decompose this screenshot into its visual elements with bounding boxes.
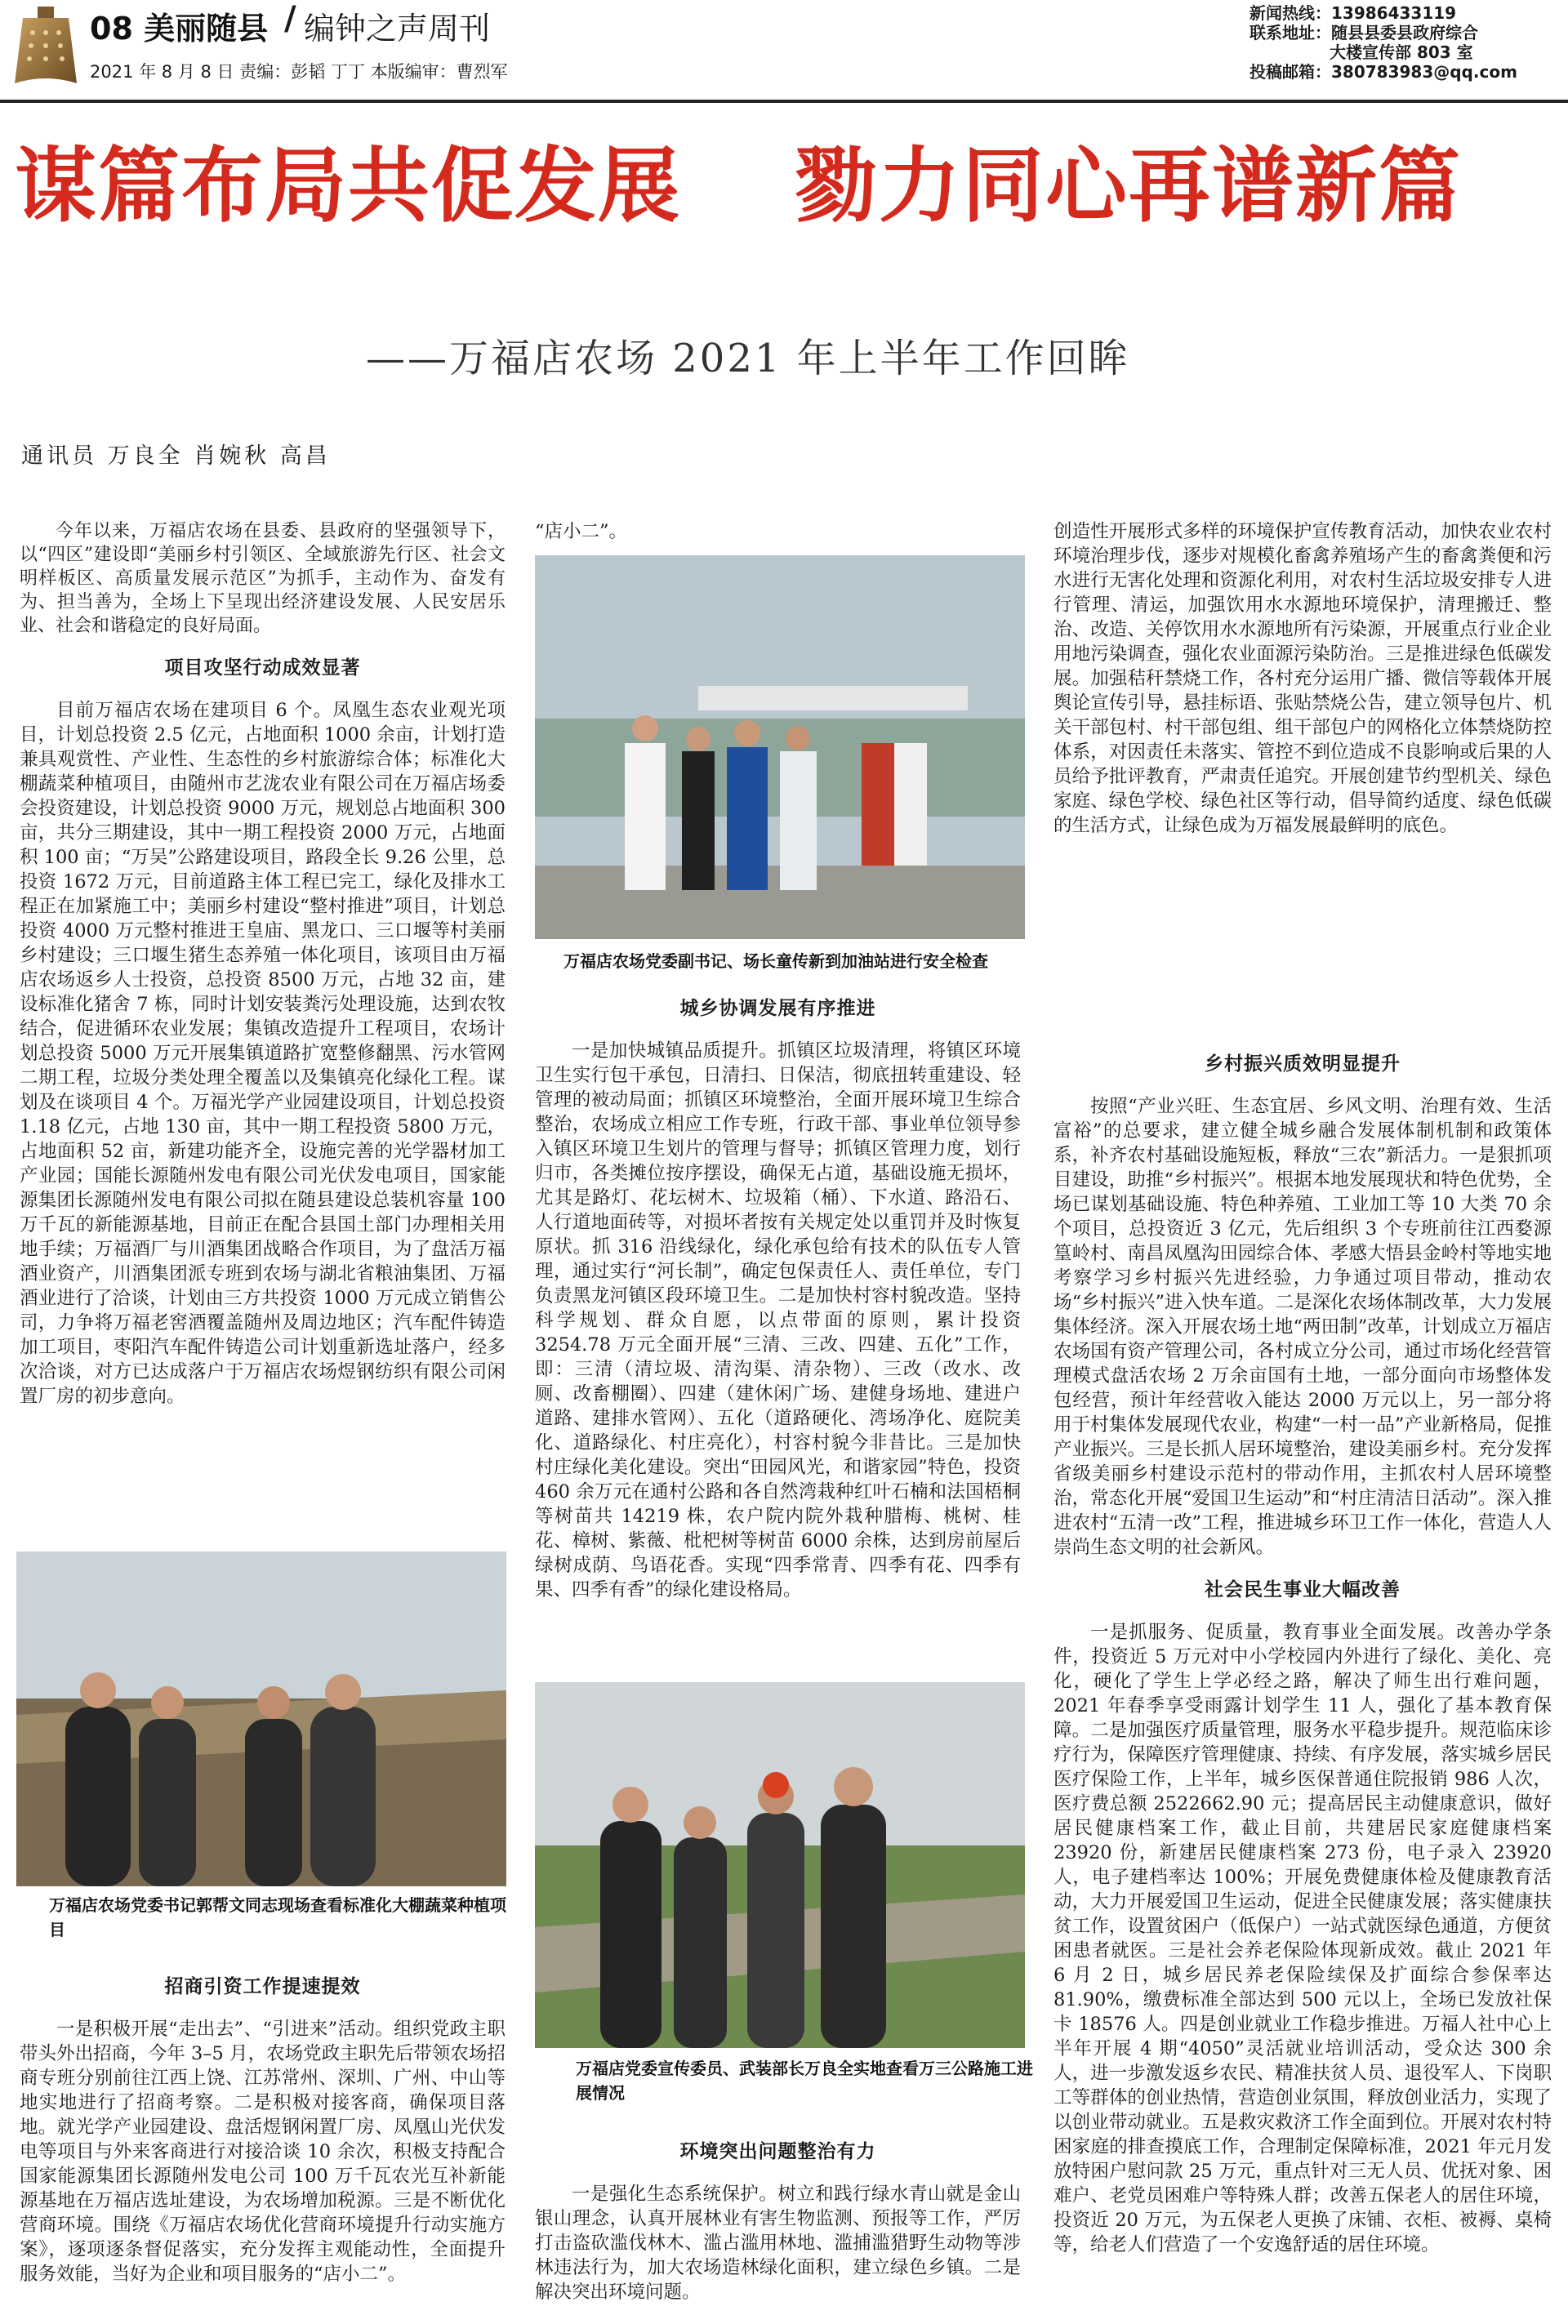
submission-email: 投稿邮箱：380783983@qq.com <box>1250 62 1517 82</box>
photo-caption-greenhouse: 万福店农场党委书记郭帮文同志现场查看标准化大棚蔬菜种植项目 <box>49 1895 506 1939</box>
road-site-photo-icon <box>535 1682 1025 2048</box>
contact-address-line2: 大楼宣传部 803 室 <box>1330 42 1473 62</box>
section-heading-projects: 项目攻坚行动成效显著 <box>164 657 361 679</box>
section-body-investment: 一是积极开展“走出去”、“引进来”活动。组织党政主职带头外出招商，今年 3–5 月，农场党政主职先后带领农场招商专班分别前往江西上饶、江苏常州、深圳、广州、中山等地实地进行了招商考察。二是积极对接客商，确保项目落地。就光学产业园建设、盘活煜钢闲置厂房、凤凰山光伏发电等项目与外来客商进行对接洽谈 10 余次，积极支持配合国家能源集团长源随州发电公司 100 万千瓦农光互补新能源基地在万福店选址建设，为农场增加税源。三是不断优化营商环境。围绕《万福店农场优化营商环境提升行动实施方案》，逐项逐条督促落实，充分发挥主观能动性，全面提升服务效能，当好为企业和项目服务的“店小二”。 <box>20 2019 506 2285</box>
supplement-title: 编钟之声周刊 <box>304 11 491 47</box>
bianzhong-bell-logo-icon <box>8 5 83 90</box>
contact-address-line1: 联系地址：随县县委县政府综合 <box>1250 23 1478 42</box>
article-intro: 今年以来，万福店农场在县委、县政府的坚强领导下，以“四区”建设即“美丽乡村引领区、全域旅游先行区、社会文明样板区、高质量发展示范区”为抓手，主动作为、奋发有为、担当善为，全场上下呈现出经济建设发展、人民安居乐业、社会和谐稳定的良好局面。 <box>20 521 506 636</box>
subheadline: ——万福店农场 2021 年上半年工作回眸 <box>366 336 1130 381</box>
photo-road-construction <box>535 1682 1025 2048</box>
section-heading-urban-rural: 城乡协调发展有序推进 <box>679 998 876 1019</box>
header-rule <box>0 100 1568 103</box>
section-heading-livelihood: 社会民生事业大幅改善 <box>1205 1579 1401 1601</box>
photo-caption-road: 万福店党委宣传委员、武装部长万良全实地查看万三公路施工进展情况 <box>576 2059 1033 2103</box>
section-body-environment-continued: 创造性开展形式多样的环境保护宣传教育活动，加快农业农村环境治理步伐，逐步对规模化畜禽养殖场产生的畜禽粪便和污水进行无害化处理和资源化利用，对农村生活垃圾安排专人进行管理、清运，加强饮用水水源地环境保护，清理搬迁、整治、改造、关停饮用水水源地所有污染源，开展重点行业企业用地污染调查，强化农业面源污染防治。三是推进绿色低碳发展。加强秸秆禁烧工作，各村充分运用广播、微信等载体开展舆论宣传引导，悬挂标语、张贴禁烧公告，建立领导包片、机关干部包村、村干部包组、组干部包户的网格化立体禁烧防控体系，对因责任未落实、管控不到位造成不良影响或后果的人员给予批评教育，严肃责任追究。开展创建节约型机关、绿色家庭、绿色学校、绿色社区等行动，倡导简约适度、绿色低碳的生活方式，让绿色成为万福发展最鲜明的底色。 <box>1054 521 1552 836</box>
section-heading-environment: 环境突出问题整治有力 <box>679 2141 876 2162</box>
photo-gas-station-inspection <box>535 555 1025 939</box>
column-1-lower <box>20 1975 506 2324</box>
issue-date-editors: 2021 年 8 月 8 日 责编：彭韬 丁丁 本版编审：曹烈军 <box>90 62 508 82</box>
title-separator: / <box>284 0 296 38</box>
section-heading-investment: 招商引资工作提速提效 <box>164 1976 361 1997</box>
photo-greenhouse-inspection <box>16 1552 506 1886</box>
section-body-investment-tail: “店小二”。 <box>535 521 628 542</box>
headline-part2: 勠力同心再谱新篇 <box>795 138 1462 234</box>
page-number: 08 <box>90 11 133 47</box>
column-1 <box>20 519 506 1532</box>
contact-block <box>1250 3 1564 82</box>
section-body-urban-rural: 一是加快城镇品质提升。抓镇区垃圾清理，将镇区环境卫生实行包干承包，日清扫、日保洁，彻底扭转重建设、轻管理的被动局面；抓镇区环境整治，全面开展环境卫生综合整治，农场成立相应工作专班，行政干部、事业单位领导参入镇区环境卫生划片的管理与督导；抓镇区管理力度，划行归市，各类摊位按序摆设，确保无占道，基础设施无损坏，尤其是路灯、花坛树木、垃圾箱（桶）、下水道、路沿石、人行道地面砖等，对损坏者按有关规定处以重罚并及时恢复原状。抓 316 沿线绿化，绿化承包给有技术的队伍专人管理，通过实行“河长制”，确定包保责任人、责任单位，专门负责黑龙河镇区段环境卫生。二是加快村容村貌改造。坚持科学规划、群众自愿，以点带面的原则，累计投资 3254.78 万元全面开展“三清、三改、四建、五化”工作，即：三清（清垃圾、清沟渠、清杂物）、三改（改水、改厕、改畜棚圈）、四建（建休闲广场、建健身场地、建进户道路、建排水管网）、五化（道路硬化、湾场净化、庭院美化、道路绿化、村庄亮化），村容村貌今非昔比。三是加快村庄绿化美化建设。突出“田园风光，和谐家园”特色，投资 460 余万元在通村公路和各自然湾栽种红叶石楠和法国梧桐等树苗共 14219 株，农户院内院外栽种腊梅、桃树、桂花、樟树、紫薇、枇杷树等树苗 6000 余株，达到房前屋后绿树成荫、鸟语花香。实现“四季常青、四季有花、四季有果、四季有香”的绿化建设格局。 <box>535 1040 1021 1601</box>
byline: 通讯员 万良全 肖婉秋 高昌 <box>21 443 331 469</box>
column-2-bottom <box>535 2139 1021 2324</box>
column-3 <box>1054 519 1552 2324</box>
headline <box>15 137 1566 235</box>
gas-station-photo-icon <box>535 555 1025 939</box>
greenhouse-site-photo-icon <box>16 1552 506 1886</box>
section-name: 美丽随县 <box>144 11 269 47</box>
news-hotline: 新闻热线：13986433119 <box>1250 3 1457 23</box>
section-body-revitalization: 按照“产业兴旺、生态宜居、乡风文明、治理有效、生活富裕”的总要求，建立健全城乡融合发展体制机制和政策体系，补齐农村基础设施短板，释放“三农”新活力。一是狠抓项目建设，助推“乡村振兴”。根据本地发展现状和特色优势，全场已谋划基础设施、特色种养殖、工业加工等 10 大类 70 余个项目，总投资近 3 亿元，先后组织 3 个专班前往江西婺源篁岭村、南昌凤凰沟田园综合体、孝感大悟县金岭村等地实地考察学习乡村振兴先进经验，力争通过项目带动，推动农场“乡村振兴”进入快车道。二是深化农场体制改革，大力发展集体经济。深入开展农场土地“两田制”改革，计划成立万福店农场国有资产管理公司，各村成立分公司，通过市场化经营管理模式盘活农场 2 万余亩国有土地，一部分面向市场整体发包经营，预计年经营收入能达 2000 万元以上，另一部分将用于村集体发展现代农业，构建“一村一品”产业新格局，促推产业振兴。三是长抓人居环境整治，建设美丽乡村。充分发挥省级美丽乡村建设示范村的带动作用，主抓农村人居环境整治，常态化开展“爱国卫生运动”和“村庄清洁日活动”。深入推进农村“五清一改”工程，推进城乡环卫工作一体化，营造人人崇尚生态文明的社会新风。 <box>1054 1096 1552 1558</box>
headline-part1: 谋篇布局共促发展 <box>15 138 681 234</box>
section-body-projects: 目前万福店农场在建项目 6 个。凤凰生态农业观光项目，计划总投资 2.5 亿元，占地面积 1000 余亩，计划打造兼具观赏性、产业性、生态性的乡村旅游综合体；标准化大棚蔬菜种植项目，由随州市艺泷农业有限公司在万福店场委会投资建设，计划总投资 9000 万元，规划总占地面积 300 亩，共分三期建设，其中一期工程投资 2000 万元，占地面积 100 亩；“万吴”公路建设项目，路段全长 9.26 公里，总投资 1672 万元，目前道路主体工程已完工，绿化及排水工程正在加紧施工中；美丽乡村建设“整村推进”项目，计划总投资 4000 万元整村推进王皇庙、黑龙口、三口堰等村美丽乡村建设；三口堰生猪生态养殖一体化项目，该项目由万福店农场返乡人士投资，总投资 8500 万元，占地 32 亩，建设标准化猪舍 7 栋，同时计划安装粪污处理设施，达到农牧结合，促进循环农业发展；集镇改造提升工程项目，农场计划总投资 5000 万元开展集镇道路扩宽整修翻黑、污水管网二期工程，垃圾分类处理全覆盖以及集镇亮化绿化工程。谋划及在谈项目 4 个。万福光学产业园建设项目，计划总投资 1.18 亿元，占地 130 亩，其中一期工程投资 5800 万元，占地面积 52 亩，新建功能齐全，设施完善的光学器材加工产业园；国能长源随州发电有限公司光伏发电项目，国家能源集团长源随州发电有限公司拟在随县建设总装机容量 100 万千瓦的新能源基地，目前正在配合县国土部门办理相关用地手续；万福酒厂与川酒集团战略合作项目，为了盘活万福酒业资产，川酒集团派专班到农场与湖北省粮油集团、万福酒业进行了洽谈，计划由三方共投资 1000 万元成立销售公司，力争将万福老窖酒覆盖随州及周边地区；汽车配件铸造加工项目，枣阳汽车配件铸造公司计划重新选址落户，经多次洽谈，对方已达成落户于万福店农场煜钢纺织有限公司闲置厂房的初步意向。 <box>20 700 506 1407</box>
page-number-section <box>90 3 268 48</box>
section-body-environment: 一是强化生态系统保护。树立和践行绿水青山就是金山银山理念，认真开展林业有害生物监测、预报等工作，严厉打击盗砍滥伐林木、滥占滥用林地、滥捕滥猎野生动物等涉林违法行为，加大农场造林绿化面积，建立绿色乡镇。二是解决突出环境问题。 <box>535 2184 1021 2303</box>
column-2-top <box>535 519 1021 552</box>
section-heading-revitalization: 乡村振兴质效明显提升 <box>1205 1053 1401 1075</box>
photo-caption-gas-station: 万福店农场党委副书记、场长童传新到加油站进行安全检查 <box>564 951 988 971</box>
masthead <box>0 0 1568 96</box>
section-body-livelihood: 一是抓服务、促质量，教育事业全面发展。改善办学条件，投资近 5 万元对中小学校园内外进行了绿化、美化、亮化，硬化了学生上学必经之路，解决了师生出行难问题，2021 年春季享受雨露计划学生 11 人，强化了基本教育保障。二是加强医疗质量管理，服务水平稳步提升。规范临床诊疗行为，保障医疗管理健康、持续、有序发展，落实城乡居民医疗保险工作，上半年，城乡医保普通住院报销 986 人次，医疗费总额 2522662.90 元；提高居民主动健康意识，做好居民健康档案工作，截止目前，共建居民家庭健康档案 23920 份，新建居民健康档案 273 份，电子录入 23920 人，电子建档率达 100%；开展免费健康体检及健康教育活动，大力开展爱国卫生运动，促进全民健康发展；落实健康扶贫工作，设置贫困户（低保户）一站式就医绿色通道，方便贫困患者就医。三是社会养老保险体现新成效。截止 2021 年 6 月 2 日，城乡居民养老保险续保及扩面综合参保率达 81.90%，缴费标准全部达到 500 元以上，全场已发放社保卡 18576 人。四是创业就业工作稳步推进。万福人社中心上半年开展 4 期“4050”灵活就业培训活动，受众达 300 余人，进一步激发返乡农民、精准扶贫人员、退役军人、下岗职工等群体的创业热情，营造创业氛围，释放创业活力，实现了以创业带动就业。五是救灾救济工作全面到位。开展对农村特困家庭的排查摸底工作，合理制定保障标准，2021 年元月发放特困户慰问款 25 万元，重点针对三无人员、优抚对象、困难户、老党员困难户等特殊人群；改善五保老人的居住环境，投资近 20 万元，为五保老人更换了床铺、衣柜、被褥、桌椅等，给老人们营造了一个安逸舒适的居住环境。 <box>1054 1622 1552 2255</box>
